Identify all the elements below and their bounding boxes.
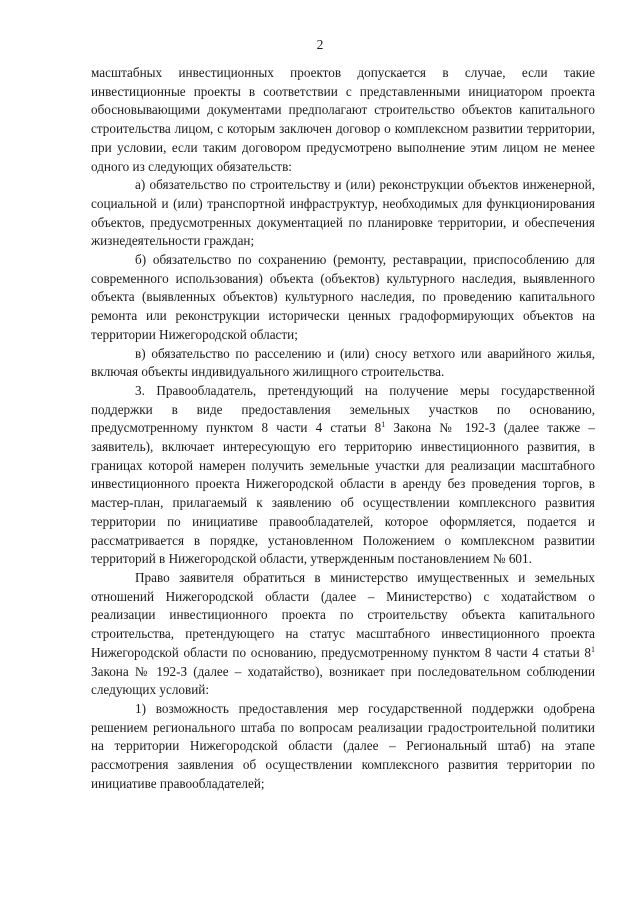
paragraph-continuation: масштабных инвестиционных проектов допускается в случае, если такие инвестиционные проекты в соответствии с представленными инициатором проекта обосновывающими документами предполагают строительство объектов капитального строительства лицом, с которым заключен договор о комплексном развитии территории, при условии, если таким договором предусмотрено выполнение этим лицом не менее одного из следующих обязательств: [91,65,595,174]
paragraph-3-text-start: 3. Правообладатель, претендующий на получение меры государственной поддержки в виде предоставления земельных участков по основанию, предусмотренному пунктом 8 части 4 статьи 8 [91,382,595,436]
paragraph-right-text-start: Право заявителя обратиться в министерство имущественных и земельных отношений Нижегородской области (далее – Министерство) с ходатайством о реализации инвестиционного проекта по строительству объекта капитального строительства, претендующего на статус масштабного инвестиционного проекта Нижегородской области по основанию, предусмотренному пунктом 8 части 4 статьи 8 [91,569,595,660]
paragraph-3 [91,382,595,569]
page-number: 2 [316,37,324,52]
document-body [91,64,595,793]
condition-item-1: 1) возможность предоставления мер государственной поддержки одобрена решением регионального штаба по вопросам реализации градостроительной политики на территории Нижегородской области (далее – Региональный штаб) на этапе рассмотрения заявления об осуществлении комплексного развития территории по инициативе правообладателей; [91,700,595,791]
list-item-v: в) обязательство по расселению и (или) сносу ветхого или аварийного жилья, включая объекты индивидуального жилищного строительства. [91,345,595,380]
list-item-a: а) обязательство по строительству и (или) реконструкции объектов инженерной, социальной и (или) транспортной инфраструктур, необходимых для функционирования объектов, предусмотренных документацией по планировке территории, и обеспечения жизнедеятельности граждан; [91,177,595,249]
paragraph-right-to-apply [91,569,595,700]
paragraph-right-text-end: Закона № 192-З (далее – ходатайство), возникает при последовательном соблюдении следующих условий: [91,663,595,698]
paragraph-3-text-end: Закона № 192-З (далее также – заявитель), включает интересующую его территорию инвестиционного развития, в границах которой намерен получить земельные участки для реализации масштабного инвестиционного проекта Нижегородской области в аренду без проведения торгов, в мастер-план, прилагаемый к заявлению об осуществлении комплексного развития территории по инициативе правообладателей, которое оформляется, подается и рассматривается в порядке, установленном Положением о комплексном развитии территорий в Нижегородской области, утвержденным постановлением № 601. [91,420,595,567]
superscript: 1 [591,644,595,654]
list-item-b: б) обязательство по сохранению (ремонту, реставрации, приспособлению для современного использования) объекта (объектов) культурного наследия, выявленного объекта (выявленных объектов) культурного наследия, по проведению капитального ремонта или реконструкции исторически ценных градоформирующих объектов на территории Нижегородской области; [91,252,595,342]
superscript: 1 [381,420,386,430]
